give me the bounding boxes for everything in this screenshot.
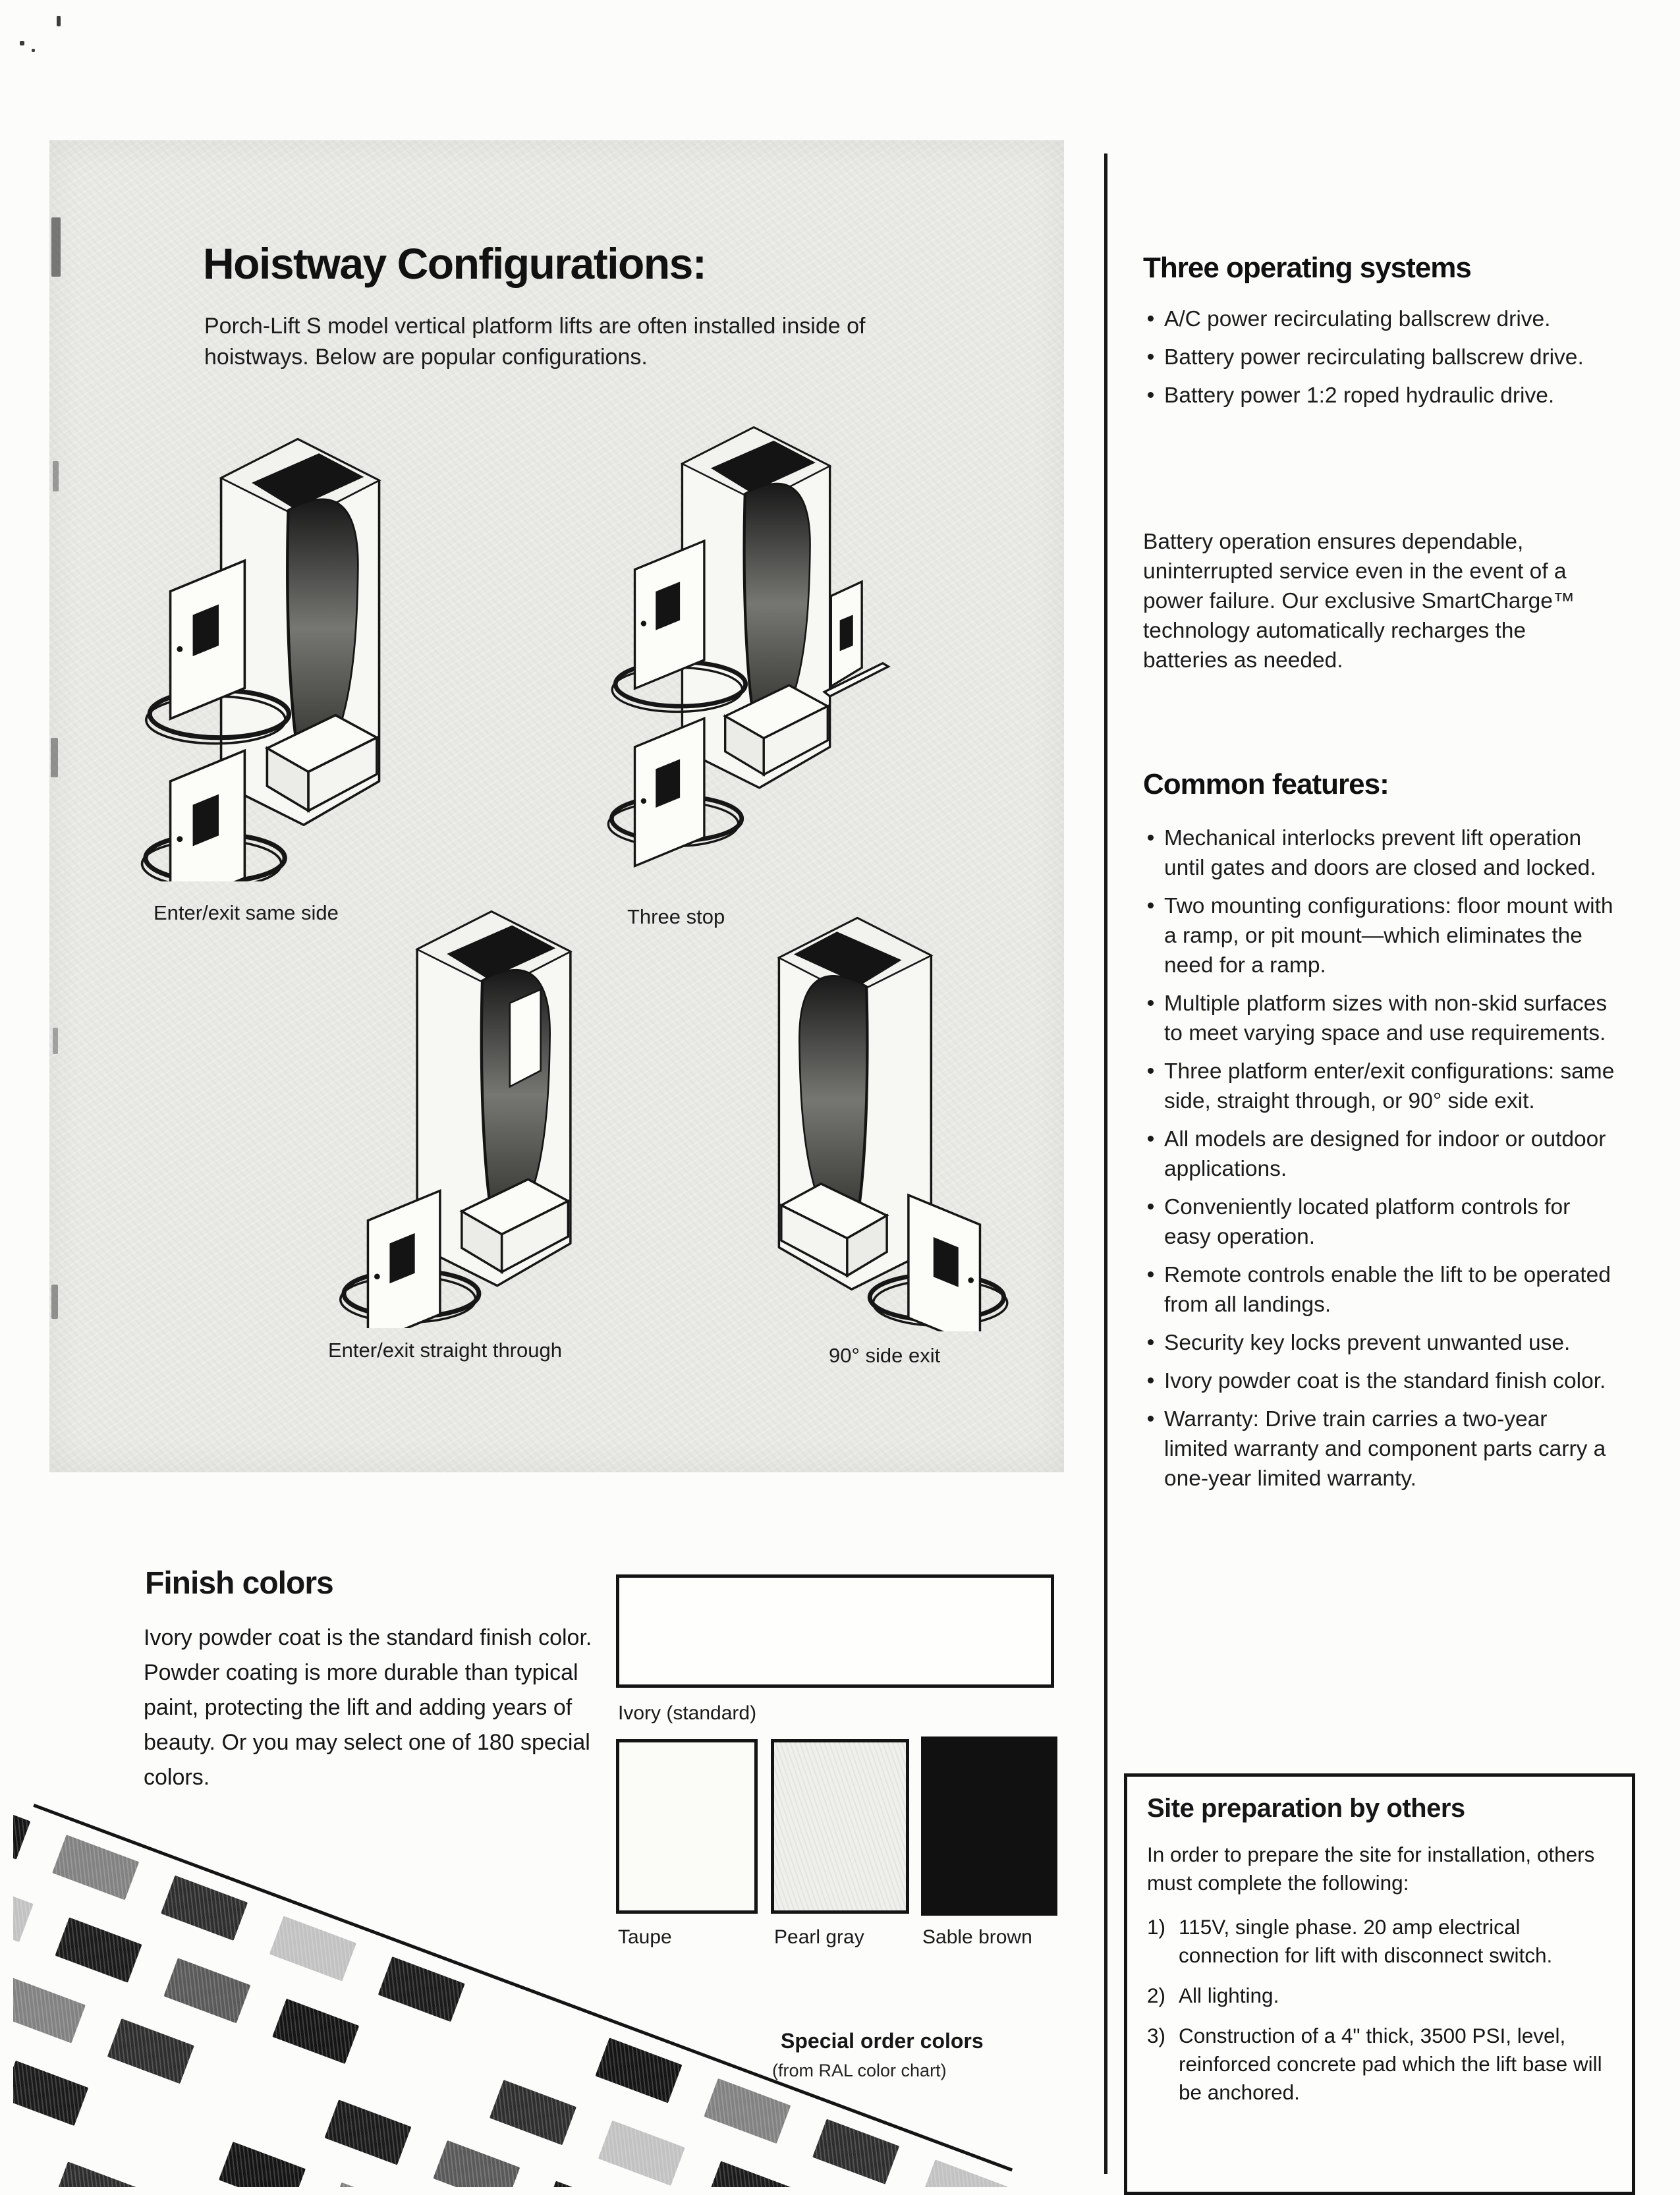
list-item (1146, 1057, 1615, 1116)
list-item-text: Ivory powder coat is the standard finish color. (1164, 1369, 1606, 1393)
color-chip (55, 1917, 142, 1982)
swatch-ivory (616, 1574, 1054, 1688)
color-chip (812, 2119, 899, 2184)
numbered-item (1147, 2022, 1612, 2107)
bullet-icon (1148, 392, 1154, 398)
operating-systems-list (1146, 304, 1615, 410)
list-item-text: Remote controls enable the lift to be operated from all landings. (1164, 1263, 1611, 1317)
list-item-text: A/C power recirculating ballscrew drive. (1164, 307, 1551, 331)
bullet-icon (1148, 1068, 1154, 1074)
list-item (1146, 1366, 1615, 1396)
list-item (1146, 823, 1615, 883)
bullet-icon (1148, 835, 1154, 841)
bullet-icon (1148, 1204, 1154, 1209)
bullet-icon (1148, 1416, 1154, 1422)
color-chip (52, 1835, 139, 1900)
scan-artifact (53, 461, 59, 491)
common-features-heading: Common features: (1143, 768, 1389, 800)
color-chip (707, 2161, 794, 2187)
list-item (1146, 1192, 1615, 1252)
color-chip (219, 2142, 306, 2187)
color-chip (595, 2038, 682, 2103)
bullet-icon (1148, 1377, 1154, 1383)
list-item-text: Two mounting configurations: floor mount with a ramp, or pit mount—which eliminates the need for a ramp. (1164, 894, 1613, 978)
scan-artifact (57, 16, 61, 26)
color-chip (490, 2080, 576, 2145)
bullet-icon (1148, 1000, 1154, 1006)
illustration-three-stop (606, 410, 893, 881)
item-text: Construction of a 4" thick, 3500 PSI, level, reinforced concrete pad which the lift base will be anchored. (1179, 2024, 1602, 2104)
bullet-icon (1148, 354, 1154, 360)
list-item-text: Warranty: Drive train carries a two-year limited warranty and component parts carry a one-year limited warranty. (1164, 1407, 1606, 1491)
common-features-list (1146, 823, 1615, 1493)
list-item-text: Battery power 1:2 roped hydraulic drive. (1164, 383, 1555, 408)
figure-label-straight-through: Enter/exit straight through (328, 1339, 562, 1362)
swatch-label-taupe: Taupe (618, 1926, 672, 1948)
color-chip (327, 2182, 414, 2187)
list-item-text: Multiple platform sizes with non-skid surfaces to meet varying space and use requirements. (1164, 991, 1608, 1045)
illustration-enter-exit-same-side (140, 420, 393, 881)
site-preparation-list (1147, 1913, 1612, 2107)
column-divider (1104, 153, 1107, 2174)
item-number: 2) (1147, 1984, 1166, 2007)
color-chip (378, 1957, 465, 2022)
bullet-icon (1148, 316, 1154, 321)
swatch-pearl-gray (771, 1739, 909, 1914)
item-number: 1) (1147, 1915, 1166, 1939)
numbered-item (1147, 1913, 1612, 1970)
swatch-sable-brown (921, 1737, 1057, 1916)
color-chip (269, 1916, 356, 1981)
list-item (1146, 343, 1615, 372)
swatch-label-ivory: Ivory (standard) (618, 1702, 757, 1724)
illustration-straight-through (333, 893, 590, 1328)
figure-label-same-side: Enter/exit same side (154, 901, 339, 924)
list-item-text: Three platform enter/exit configurations: same side, straight through, or 90° side exit. (1164, 1059, 1615, 1113)
list-item-text: Conveniently located platform controls for easy operation. (1164, 1195, 1571, 1249)
list-item (1146, 989, 1615, 1048)
site-preparation-box (1124, 1773, 1635, 2195)
list-item-text: Mechanical interlocks prevent lift operation until gates and doors are closed and locked. (1164, 826, 1596, 880)
color-chip (161, 1875, 248, 1941)
scan-artifact (51, 217, 61, 277)
item-number: 3) (1147, 2024, 1166, 2047)
page-title: Hoistway Configurations: (203, 239, 706, 288)
illustration-90-side-exit (759, 900, 1016, 1331)
item-text: All lighting. (1179, 1984, 1279, 2007)
finish-colors-body: Ivory powder coat is the standard finish color. Powder coating is more durable than typical paint, protecting the lift and adding years of beauty. Or you may select one of 180 special colors. (144, 1625, 592, 1790)
list-item (1146, 381, 1615, 410)
list-item (1146, 304, 1615, 334)
scan-artifact (51, 1285, 58, 1319)
site-preparation-intro: In order to prepare the site for installation, others must complete the following: (1147, 1843, 1595, 1895)
color-chip (272, 1999, 359, 2064)
special-order-subtitle: (from RAL color chart) (772, 2061, 947, 2080)
figure-label-side-exit: 90° side exit (829, 1344, 941, 1367)
list-item (1146, 1404, 1615, 1493)
site-preparation-heading: Site preparation by others (1147, 1794, 1465, 1823)
color-chip (324, 2099, 411, 2165)
color-chip (704, 2078, 791, 2144)
color-chip (163, 1958, 250, 2023)
swatch-label-pearl-gray: Pearl gray (774, 1926, 864, 1948)
color-chip (53, 2161, 140, 2187)
color-chip (107, 2018, 194, 2084)
color-chip (13, 2061, 88, 2126)
list-item-text: Security key locks prevent unwanted use. (1164, 1331, 1571, 1355)
scan-artifact (51, 738, 58, 777)
numbered-item (1147, 1982, 1612, 2010)
list-item (1146, 1328, 1615, 1358)
item-text: 115V, single phase. 20 amp electrical connection for lift with disconnect switch. (1179, 1915, 1553, 1967)
special-order-title: Special order colors (781, 2029, 984, 2053)
operating-systems-heading: Three operating systems (1143, 252, 1471, 284)
color-chip (598, 2121, 685, 2186)
swatch-taupe (616, 1739, 758, 1914)
finish-colors-heading: Finish colors (145, 1566, 333, 1601)
list-item (1146, 891, 1615, 980)
bullet-icon (1148, 1339, 1154, 1345)
scan-artifact (53, 1028, 58, 1054)
swatch-label-sable-brown: Sable brown (922, 1926, 1032, 1948)
color-chip (13, 1877, 34, 1942)
color-chip (13, 1978, 86, 2043)
list-item (1146, 1260, 1615, 1320)
list-item (1146, 1125, 1615, 1184)
list-item-text: All models are designed for indoor or outdoor applications. (1164, 1127, 1606, 1181)
bullet-icon (1148, 1271, 1154, 1277)
scan-artifact (20, 41, 24, 45)
battery-note: Battery operation ensures dependable, uninterrupted service even in the event of a power failure. Our exclusive SmartCharge™ technology automatically recharges the batteries as needed. (1143, 530, 1575, 673)
page-subtitle: Porch-Lift S model vertical platform lifts are often installed inside of hoistways. Below are popular configurations. (204, 314, 866, 370)
bullet-icon (1148, 903, 1154, 908)
color-chip (13, 1794, 30, 1859)
scan-artifact (32, 49, 35, 52)
color-chip (433, 2140, 520, 2187)
list-item-text: Battery power recirculating ballscrew drive. (1164, 345, 1584, 370)
color-chip (542, 2181, 629, 2187)
bullet-icon (1148, 1136, 1154, 1142)
figure-label-three-stop: Three stop (627, 905, 725, 928)
